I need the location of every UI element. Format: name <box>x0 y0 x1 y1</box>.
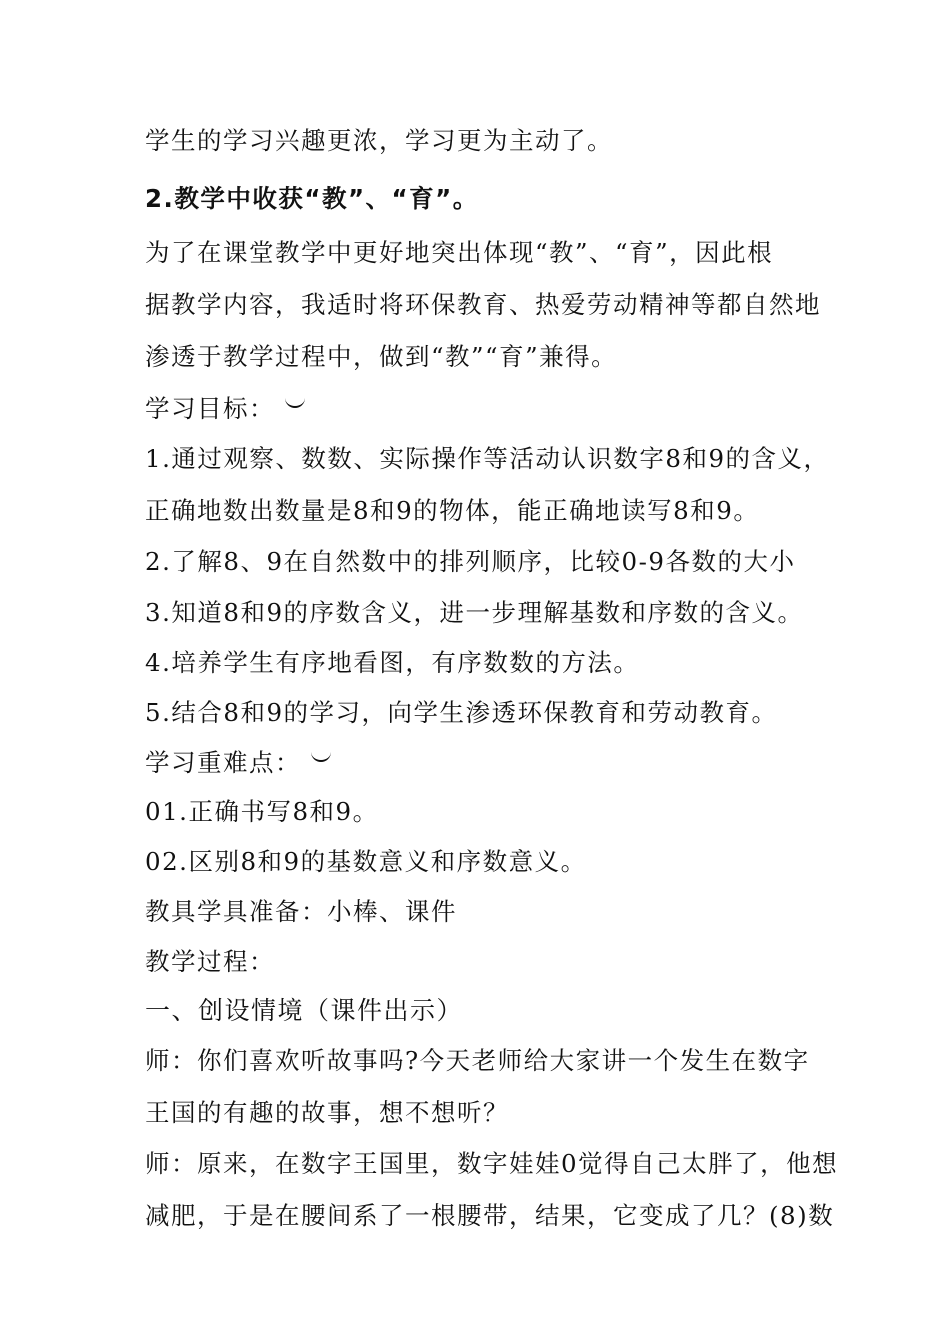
dialogue-line-4: 减肥，于是在腰间系了一根腰带，结果，它变成了几？(8)数 <box>145 1201 835 1230</box>
learning-goals-label-line <box>145 394 305 423</box>
process-label: 教学过程： <box>145 947 275 976</box>
text-line-1: 学生的学习兴趣更浓，学习更为主动了。 <box>145 126 613 155</box>
dialogue-line-2: 王国的有趣的故事，想不想听？ <box>145 1098 509 1127</box>
text-line-4: 据教学内容，我适时将环保教育、热爱劳动精神等都自然地 <box>145 290 821 319</box>
key-points-label: 学习重难点： <box>145 748 301 777</box>
section-heading-situation: 一、创设情境（课件出示） <box>145 996 464 1025</box>
goal-item-1: 1.通过观察、数数、实际操作等活动认识数字8和9的含义， <box>145 444 830 473</box>
text-line-3: 为了在课堂教学中更好地突出体现“教”、“育”，因此根 <box>145 238 774 267</box>
dialogue-line-3: 师：原来，在数字王国里，数字娃娃0觉得自己太胖了，他想 <box>145 1149 839 1178</box>
goal-item-1-cont: 正确地数出数量是8和9的物体，能正确地读写8和9。 <box>145 496 760 525</box>
dialogue-line-1: 师：你们喜欢听故事吗?今天老师给大家讲一个发生在数字 <box>145 1046 810 1075</box>
arc-mark-icon <box>311 750 331 762</box>
learning-goals-label: 学习目标： <box>145 394 275 423</box>
text-line-5: 渗透于教学过程中，做到“教”“育”兼得。 <box>145 342 618 371</box>
arc-mark-icon <box>285 396 305 408</box>
section-heading-2: 2.教学中收获“教”、“育”。 <box>145 184 479 213</box>
key-points-label-line <box>145 748 331 777</box>
materials-line: 教具学具准备：小棒、课件 <box>145 897 457 926</box>
goal-item-3: 3.知道8和9的序数含义，进一步理解基数和序数的含义。 <box>145 598 804 627</box>
goal-item-4: 4.培养学生有序地看图，有序数数的方法。 <box>145 648 640 677</box>
key-point-2: 02.区别8和9的基数意义和序数意义。 <box>145 847 587 876</box>
goal-item-5: 5.结合8和9的学习，向学生渗透环保教育和劳动教育。 <box>145 698 778 727</box>
key-point-1: 01.正确书写8和9。 <box>145 797 379 826</box>
goal-item-2: 2.了解8、9在自然数中的排列顺序，比较0-9各数的大小 <box>145 547 796 576</box>
